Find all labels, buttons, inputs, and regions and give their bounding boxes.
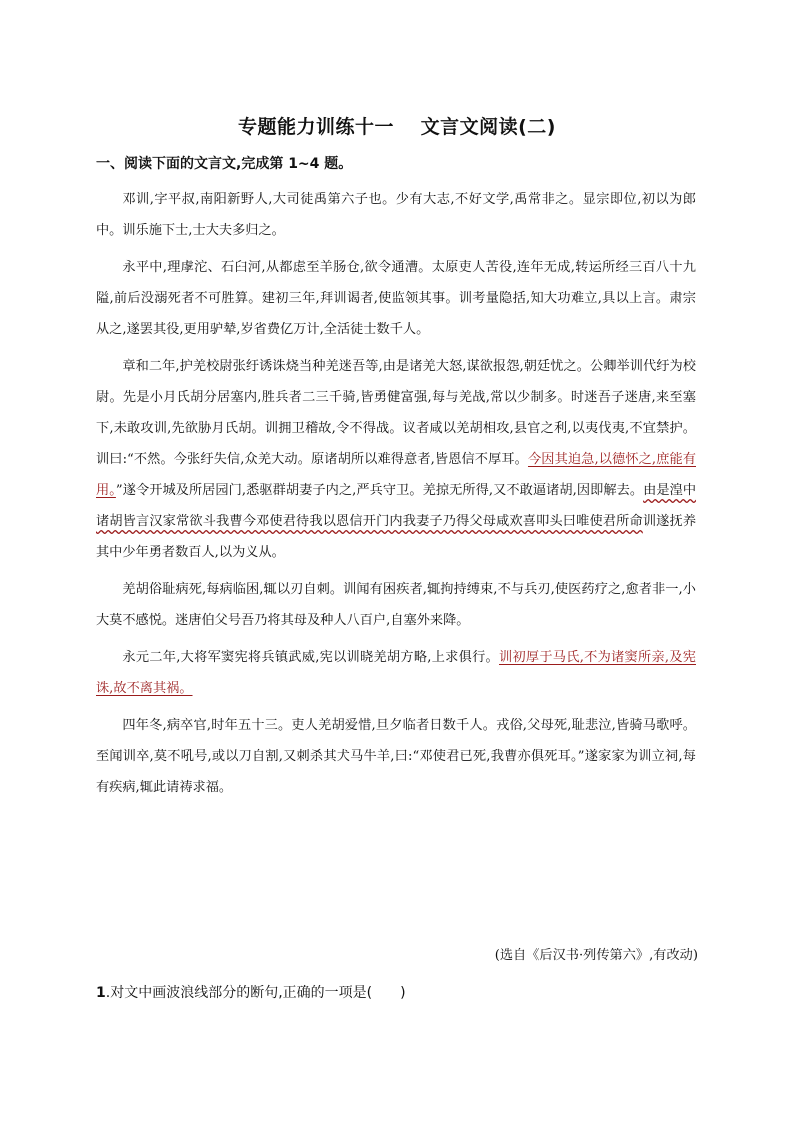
page-title: 专题能力训练十一 文言文阅读(二) [238,116,556,138]
underlined-sentence-red: 训初厚于马氏,不为诸窦所亲,及宪诛,故不离其祸。 [96,650,696,696]
passage-text: 训遂抚养其中少年勇者数百人,以为义从。 [96,514,697,560]
passage-text: 章和二年,护羌校尉张纡诱诛烧当种羌迷吾等,由是诸羌大怒,谋欲报怨,朝廷忧之。公卿举训代纡为校尉。先是小月氏胡分居塞内,胜兵者二三千骑,皆勇健富强,每与羌战,常以少制多。时迷吾子迷唐,来至塞下,未敢攻训,先欲胁月氏胡。训拥卫稽故,令不得战。议者咸以羌胡相攻,县官之利,以夷伐夷,不宜禁护。训曰:“不然。今张纡失信,众羌大动。原诸胡所以难得意者,皆恩信不厚耳。 [96,359,696,467]
classical-passage [96,184,696,809]
underlined-sentence-red: 今因其迫急,以德怀之,庶能有用。 [96,452,696,498]
question-number: 1 [96,985,106,1001]
passage-paragraph-1: 邓训,字平叔,南阳新野人,大司徒禹第六子也。少有大志,不好文学,禹常非之。显宗即位,初以为郎中。训乐施下士,士大夫多归之。 [96,192,696,238]
passage-text: ”遂令开城及所居园门,悉驱群胡妻子内之,严兵守卫。羌掠无所得,又不敢逼诸胡,因即解去。 [115,483,644,498]
passage-paragraph-6: 四年冬,病卒官,时年五十三。吏人羌胡爱惜,旦夕临者日数千人。戎俗,父母死,耻悲泣,皆骑马歌呼。至闻训卒,莫不吼号,或以刀自割,又刺杀其犬马牛羊,曰:“邓使君已死,我曹亦俱死耳。”遂家家为训立祠,每有疾病,辄此请祷求福。 [96,718,696,795]
wavy-underlined-segment: 由是湟中诸胡皆言汉家常欲斗我曹今邓使君待我以恩信开门内我妻子乃得父母咸欢喜叩头曰唯使君所命 [96,483,697,529]
question-1 [96,982,406,1002]
passage-paragraph-2: 永平中,理虖沱、石臼河,从都虑至羊肠仓,欲令通漕。太原吏人苦役,连年无成,转运所经三百八十九隘,前后没溺死者不可胜算。建初三年,拜训谒者,使监领其事。训考量隐括,知大功难立,具以上言。肃宗从之,遂罢其役,更用驴辇,岁省费亿万计,全活徒士数千人。 [96,260,696,337]
passage-paragraph-3 [96,351,696,568]
section-heading: 一、阅读下面的文言文,完成第 1~4 题。 [96,156,353,172]
passage-text: 永元二年,大将军窦宪将兵镇武威,宪以训晓羌胡方略,上求俱行。 [122,650,499,665]
source-citation: (选自《后汉书·列传第六》,有改动) [494,948,698,963]
question-text: .对文中画波浪线部分的断句,正确的一项是( ) [105,985,406,1001]
passage-paragraph-5 [96,642,696,704]
passage-paragraph-4: 羌胡俗耻病死,每病临困,辄以刃自刺。训闻有困疾者,辄拘持缚束,不与兵刃,使医药疗之,愈者非一,小大莫不感悦。迷唐伯父号吾乃将其母及种人八百户,自塞外来降。 [96,582,696,628]
